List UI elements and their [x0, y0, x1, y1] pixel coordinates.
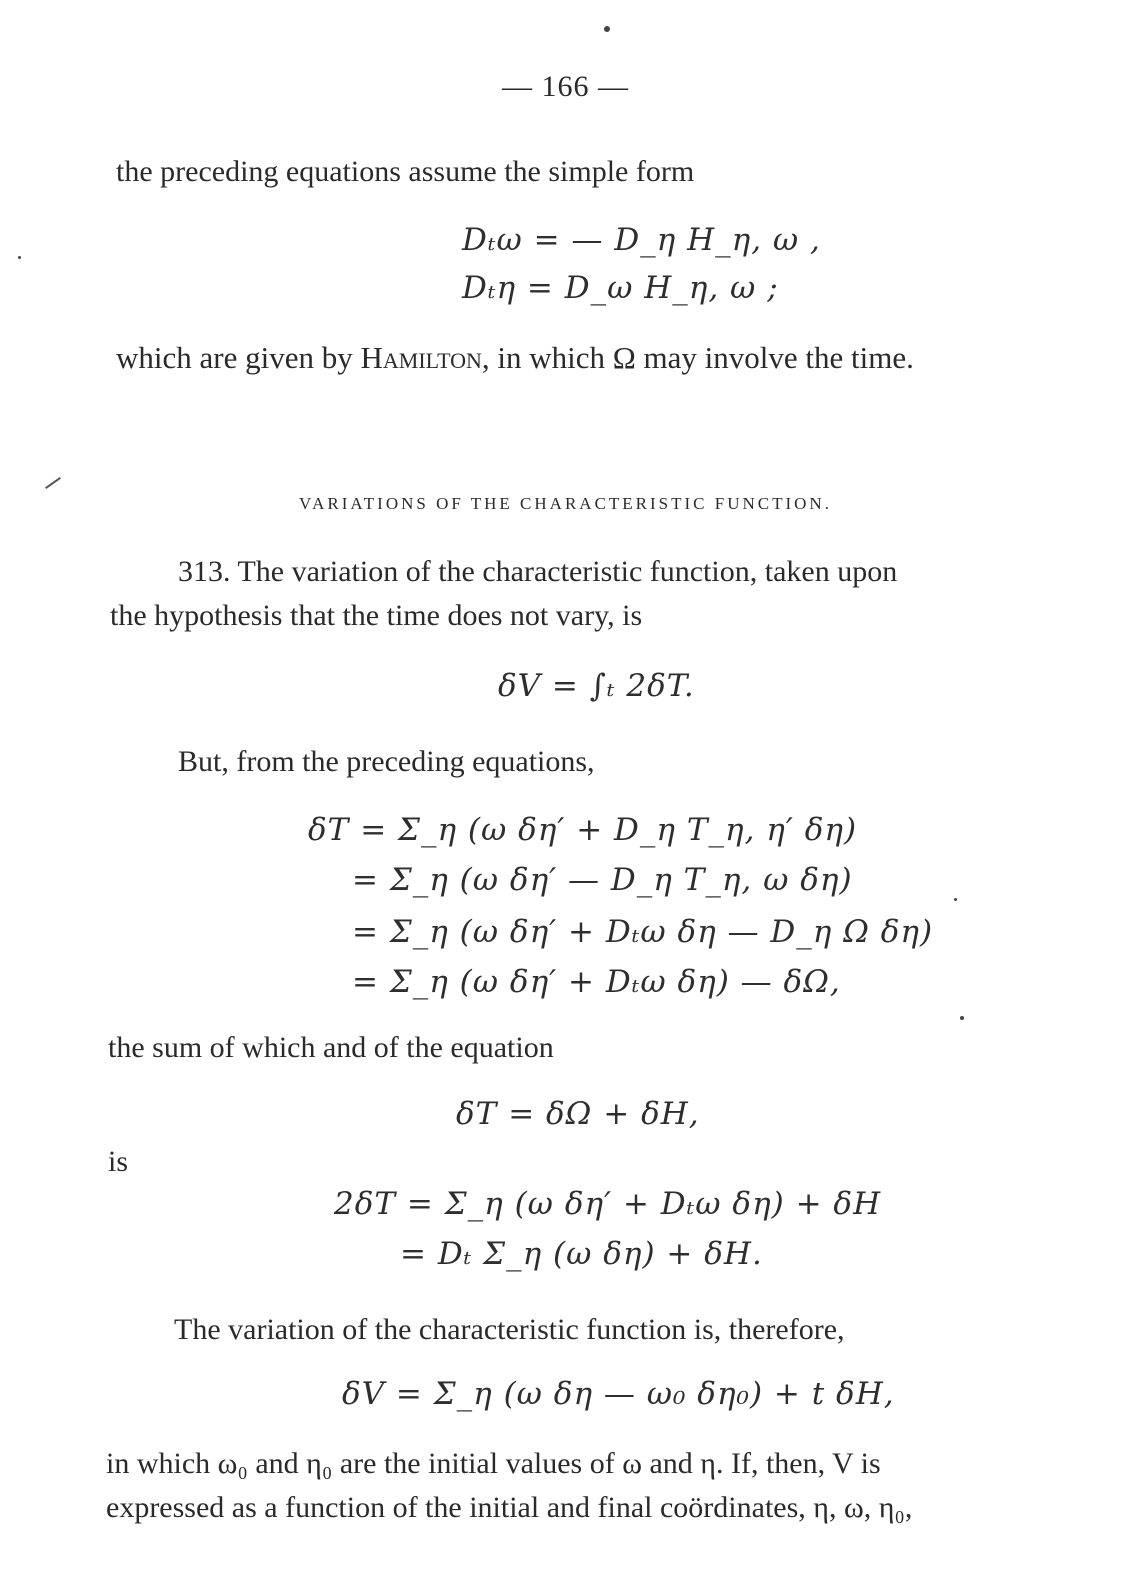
- ink-speck: [960, 1016, 964, 1020]
- equation-2deltaT-line1: 2δT = Σ_η (ω δη′ + Dₜω δη) + δH: [334, 1186, 882, 1222]
- paragraph-final-line2: expressed as a function of the initial and final coördinates, η, ω, η₀,: [106, 1491, 913, 1524]
- paragraph-hamilton: [116, 336, 914, 380]
- equation-2deltaT-line2: = Dₜ Σ_η (ω δη) + δH.: [400, 1236, 763, 1272]
- paragraph-hamilton-post: , in which Ω may involve the time.: [481, 340, 914, 375]
- equation-deltaT-sum: δT = δΩ + δH,: [456, 1096, 700, 1132]
- margin-mark: [45, 477, 61, 489]
- equation-deltaT-line2: = Σ_η (ω δη′ — D_η T_η, ω δη): [352, 862, 853, 898]
- ink-speck: [18, 256, 21, 259]
- section-heading: VARIATIONS OF THE CHARACTERISTIC FUNCTION.: [299, 494, 832, 513]
- paragraph-therefore: The variation of the characteristic function is, therefore,: [174, 1313, 845, 1346]
- paragraph-but: But, from the preceding equations,: [178, 745, 595, 778]
- equation-deltaT-line3: = Σ_η (ω δη′ + Dₜω δη — D_η Ω δη): [352, 914, 934, 950]
- paragraph-sum: the sum of which and of the equation: [108, 1031, 554, 1064]
- paragraph-intro: the preceding equations assume the simple form: [116, 155, 695, 188]
- ink-speck: [954, 898, 957, 901]
- paragraph-hamilton-pre: which are given by: [116, 340, 361, 375]
- paragraph-313-line2: the hypothesis that the time does not vary, is: [110, 599, 643, 632]
- equation-deltaV-final: δV = Σ_η (ω δη — ω₀ δη₀) + t δH,: [342, 1376, 895, 1412]
- paragraph-is: is: [108, 1145, 129, 1178]
- page-number: — 166 —: [502, 70, 629, 103]
- author-name: Hamilton: [360, 340, 482, 375]
- equation-deltaT-line4: = Σ_η (ω δη′ + Dₜω δη) — δΩ,: [352, 964, 841, 1000]
- paragraph-313-line1: 313. The variation of the characteristic function, taken upon: [178, 555, 898, 588]
- paragraph-final-line1: in which ω₀ and η₀ are the initial values of ω and η. If, then, V is: [106, 1447, 881, 1480]
- equation-hamilton-eta: Dₜη = D_ω H_η, ω ;: [462, 270, 779, 306]
- ink-speck: [604, 26, 610, 32]
- equation-deltaT-line1: δT = Σ_η (ω δη′ + D_η T_η, η′ δη): [308, 812, 858, 848]
- equation-hamilton-omega: Dₜω = — D_η H_η, ω ,: [462, 222, 821, 258]
- equation-variation-integral: δV = ∫ₜ 2δT.: [498, 668, 695, 704]
